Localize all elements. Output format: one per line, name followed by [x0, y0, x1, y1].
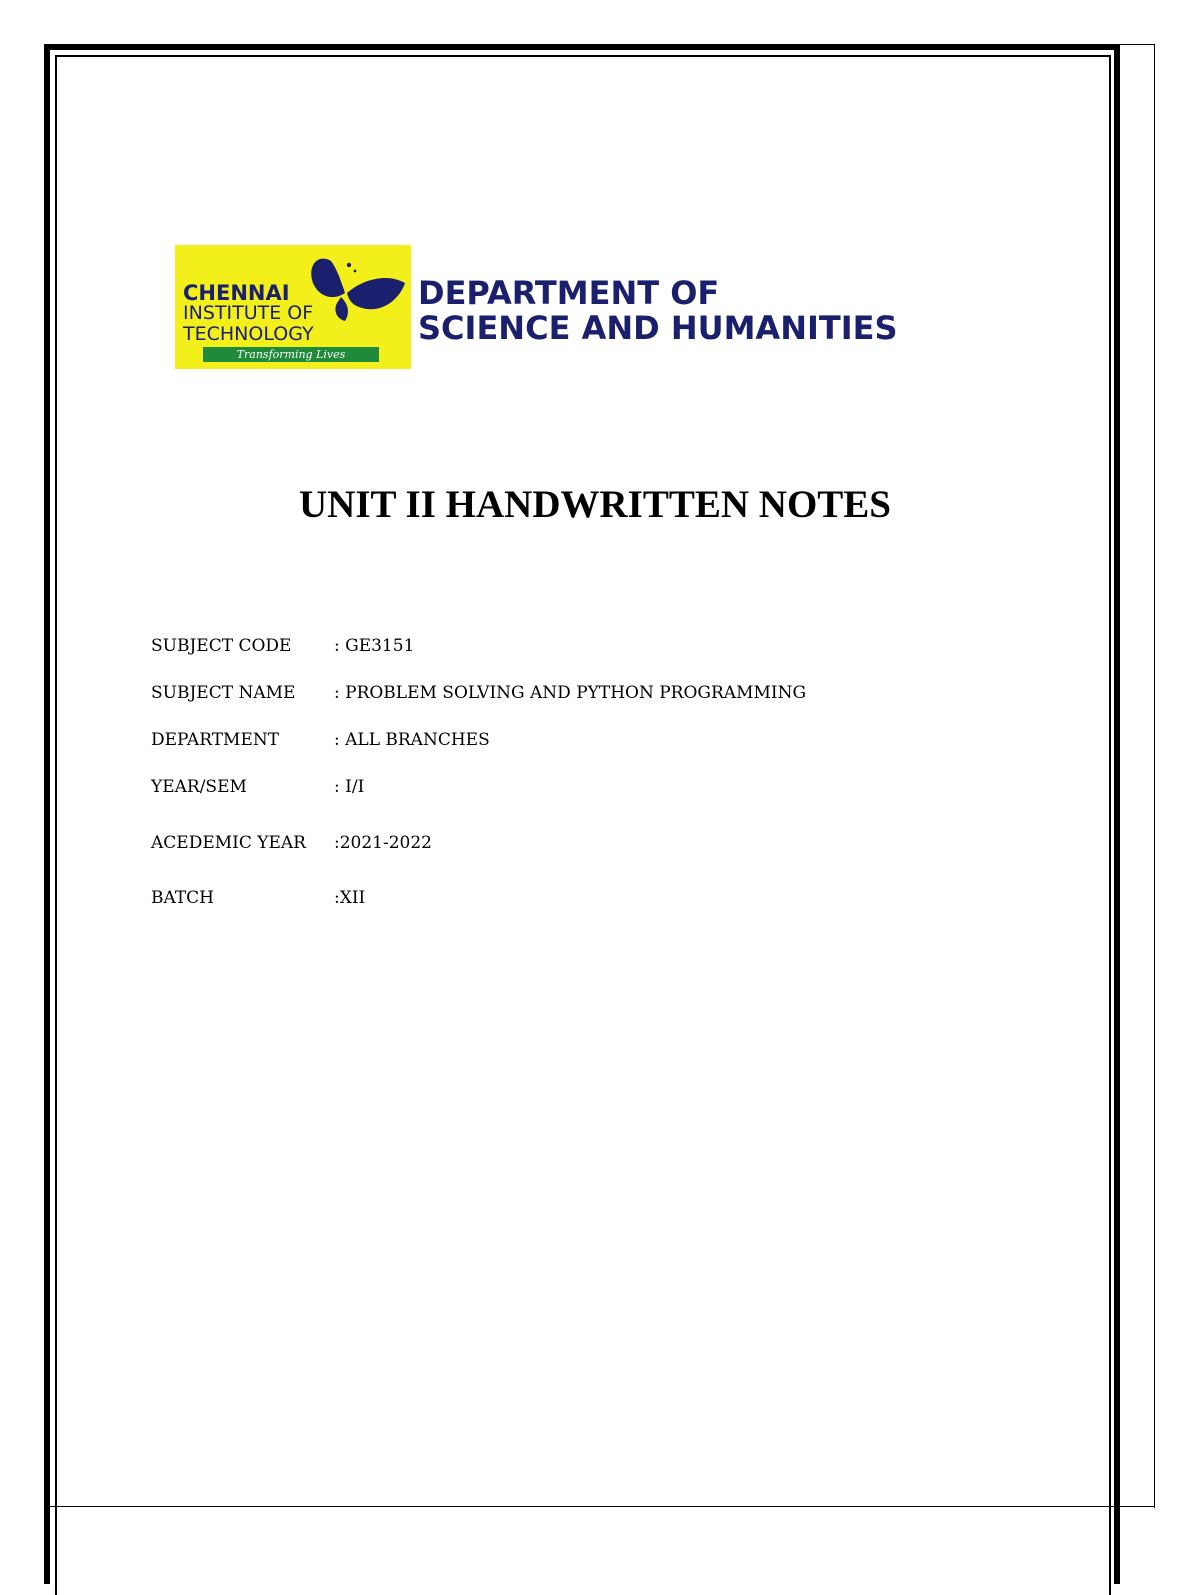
- department-heading-line2: SCIENCE AND HUMANITIES: [418, 309, 898, 347]
- detail-label: ACEDEMIC YEAR: [151, 833, 306, 853]
- page-border-right: [1120, 44, 1155, 1508]
- detail-row-academic-year: [151, 833, 432, 853]
- document-title: UNIT II HANDWRITTEN NOTES: [298, 483, 891, 526]
- department-heading-line1: DEPARTMENT OF: [418, 274, 720, 312]
- institute-logo: [175, 245, 411, 369]
- logo-text-line1: CHENNAI: [183, 281, 290, 305]
- detail-value: :XII: [334, 888, 366, 908]
- detail-value: : I/I: [334, 777, 365, 797]
- detail-row-batch: [151, 888, 365, 908]
- butterfly-icon: [301, 249, 411, 329]
- detail-value: : PROBLEM SOLVING AND PYTHON PROGRAMMING: [334, 683, 807, 703]
- detail-label: SUBJECT NAME: [151, 683, 296, 703]
- detail-label: BATCH: [151, 888, 215, 908]
- logo-text-line2: INSTITUTE OF: [183, 302, 314, 324]
- detail-row-year-sem: [151, 777, 364, 797]
- detail-label: SUBJECT CODE: [151, 636, 292, 656]
- detail-value: : GE3151: [334, 636, 415, 656]
- logo-tagline: Transforming Lives: [203, 347, 379, 362]
- detail-value: :2021-2022: [334, 833, 432, 853]
- detail-row-department: [151, 730, 490, 750]
- detail-label: DEPARTMENT: [151, 730, 280, 750]
- detail-label: YEAR/SEM: [151, 777, 247, 797]
- logo-text-line3: TECHNOLOGY: [183, 323, 314, 345]
- detail-value: : ALL BRANCHES: [334, 730, 490, 750]
- detail-row-subject-name: [151, 683, 806, 703]
- page-bottom-rule: [44, 1506, 1155, 1507]
- department-heading: [418, 276, 898, 346]
- detail-row-subject-code: [151, 636, 414, 656]
